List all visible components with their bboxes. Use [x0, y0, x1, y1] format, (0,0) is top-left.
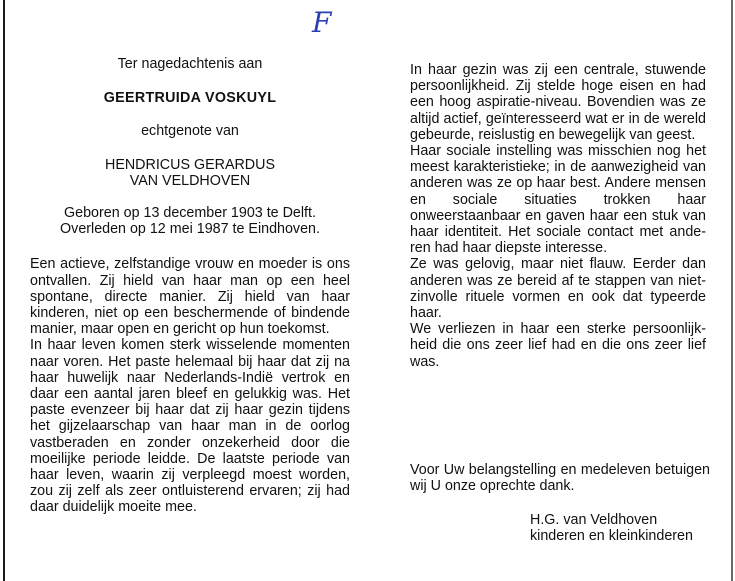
signature-line2: kinderen en kleinkinderen [530, 528, 693, 545]
left-paragraph-1: Een actieve, zelfstandige vrouw en moeder is ons ontvallen. Zij hield van haar man op een heel spontane, directe manier. Zij hield van haar kinderen, niet op een beschermende of bindende manier, maar open en gericht op hun toekomst. [30, 256, 350, 338]
deceased-name: GEERTRUIDA VOSKUYL [103, 90, 277, 107]
left-border [3, 0, 5, 581]
spouse-name-line2: VAN VELDHOVEN [129, 172, 251, 189]
relation-line: echtgenote van [141, 123, 239, 140]
right-paragraph-2: Haar sociale instelling was misschien nog het meest karakteristieke; in de aanwezigheid van anderen was ze op haar best. Andere mensen en sociale situaties trokken haar onweerstaanbaar en gaven haar een stuk van haar identiteit. Het sociale contact met anderen had haar diepste interesse. [410, 143, 706, 257]
thanks-text: Voor Uw belangstelling en medeleven betuigen wij U onze oprechte dank. [410, 462, 710, 495]
right-border [731, 0, 733, 581]
birth-line: Geboren op 13 december 1903 te Delft. [64, 205, 316, 222]
right-paragraph-4: We verliezen in haar een sterke persoonlijkheid die ons zeer lief had en die ons zeer lief was. [410, 321, 706, 370]
right-paragraph-1: In haar gezin was zij een centrale, stuwende persoonlijkheid. Zij stelde hoge eisen en had een hoog aspiratie-niveau. Bovendien was ze altijd actief, geïnteresseerd wat er in de wereld gebeurde, reislustig en bewegelijk van geest. [410, 62, 706, 143]
right-paragraph-3: Ze was gelovig, maar niet flauw. Eerder dan anderen was ze bereid af te stappen van nietzinvolle rituele vormen en ook dat typeerde haar. [410, 256, 706, 322]
intro-line: Ter nagedachtenis aan [117, 56, 263, 72]
death-line: Overleden op 12 mei 1987 te Eindhoven. [60, 221, 320, 238]
signature [530, 512, 720, 544]
signature-line1: H.G. van Veldhoven [530, 512, 658, 528]
spouse-name-line1: HENDRICUS GERARDUS [105, 156, 275, 173]
right-column [410, 62, 706, 370]
left-column [30, 56, 350, 516]
handwritten-mark: F [312, 6, 332, 39]
left-paragraph-2: In haar leven komen sterk wisselende momenten naar voren. Het paste helemaal bij haar dat zij na haar huwelijk naar Nederlands-Indië vertrok en daar een aantal jaren bleef en gelukkig was. Het paste evenzeer bij haar dat zij haar gezin tijdens het gijzelaarschap van haar man in de oorlog vastberaden en zonder onzekerheid door die moeilijke periode leidde. De laatste periode van haar leven, waarin zij verpleegd moest worden, zou zij zelf als zeer ontluisterend ervaren; zij had daar duidelijk moeite mee. [30, 337, 350, 516]
